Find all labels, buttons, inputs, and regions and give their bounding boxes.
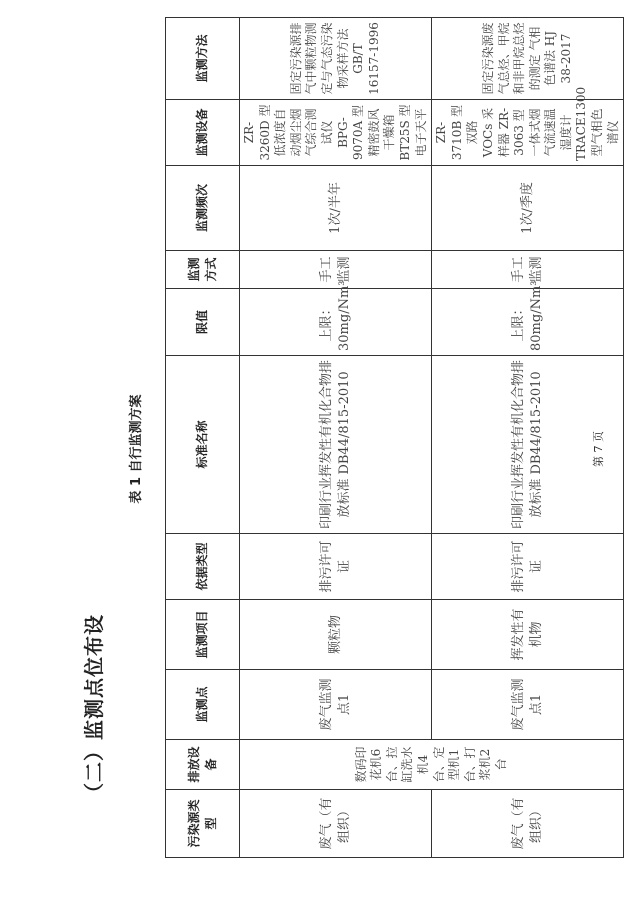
cell-point: 废气监测点1: [432, 670, 624, 740]
header-point: 监测点: [166, 670, 240, 740]
header-frequency: 监测频次: [166, 166, 240, 251]
page-number: 第 7 页: [592, 431, 605, 467]
cell-mode: 手工监测: [432, 251, 624, 289]
header-facilities: 排放设备: [166, 740, 240, 790]
section-title: （二）监测点位布设: [82, 614, 106, 803]
cell-method: 固定污染源废气总烃、甲烷和非甲烷总烃的测定 气相色谱法 HJ 38-2017: [432, 18, 624, 100]
monitoring-plan-table: [165, 17, 624, 858]
cell-basis: 排污许可证: [432, 534, 624, 600]
header-basis: 依据类型: [166, 534, 240, 600]
cell-source-type: 废气（有组织）: [240, 790, 432, 858]
cell-equipment: ZR-3260D 型低浓度自动烟尘烟气综合测试仪 BPG-9070A 型精密鼓风干燥箱 BT25S 型电子天平: [240, 100, 432, 166]
table-row: [240, 18, 432, 858]
header-item: 监测项目: [166, 600, 240, 670]
cell-equipment: ZR-3710B 型双路 VOCs 采样器 ZR-3063 型一体式烟气流速温湿度计 TRACE1300 型气相色谱仪: [432, 100, 624, 166]
cell-method: 固定污染源排气中颗粒物测定与气态污染物采样方法 GB/T 16157-1996: [240, 18, 432, 100]
table-title: 表 1 自行监测方案: [129, 394, 144, 504]
header-source-type: 污染源类型: [166, 790, 240, 858]
cell-mode: 手工监测: [240, 251, 432, 289]
cell-limit: 上限：80mg/Nm³: [432, 289, 624, 356]
header-mode: 监测方式: [166, 251, 240, 289]
cell-standard: 印刷行业挥发性有机化合物排放标准 DB44/815-2010: [432, 356, 624, 534]
header-method: 监测方法: [166, 18, 240, 100]
cell-limit: 上限：30mg/Nm³: [240, 289, 432, 356]
cell-item: 颗粒物: [240, 600, 432, 670]
cell-frequency: 1次/季度: [432, 166, 624, 251]
header-equipment: 监测设备: [166, 100, 240, 166]
cell-facilities: 数码印花机6台、拉缸洗水机4台、定型机1台、打浆机2台: [240, 740, 624, 790]
cell-item: 挥发性有机物: [432, 600, 624, 670]
header-limit: 限值: [166, 289, 240, 356]
cell-source-type: 废气（有组织）: [432, 790, 624, 858]
cell-point: 废气监测点1: [240, 670, 432, 740]
cell-frequency: 1次/半年: [240, 166, 432, 251]
header-row: [166, 18, 240, 858]
header-standard: 标准名称: [166, 356, 240, 534]
cell-basis: 排污许可证: [240, 534, 432, 600]
cell-standard: 印刷行业挥发性有机化合物排放标准 DB44/815-2010: [240, 356, 432, 534]
